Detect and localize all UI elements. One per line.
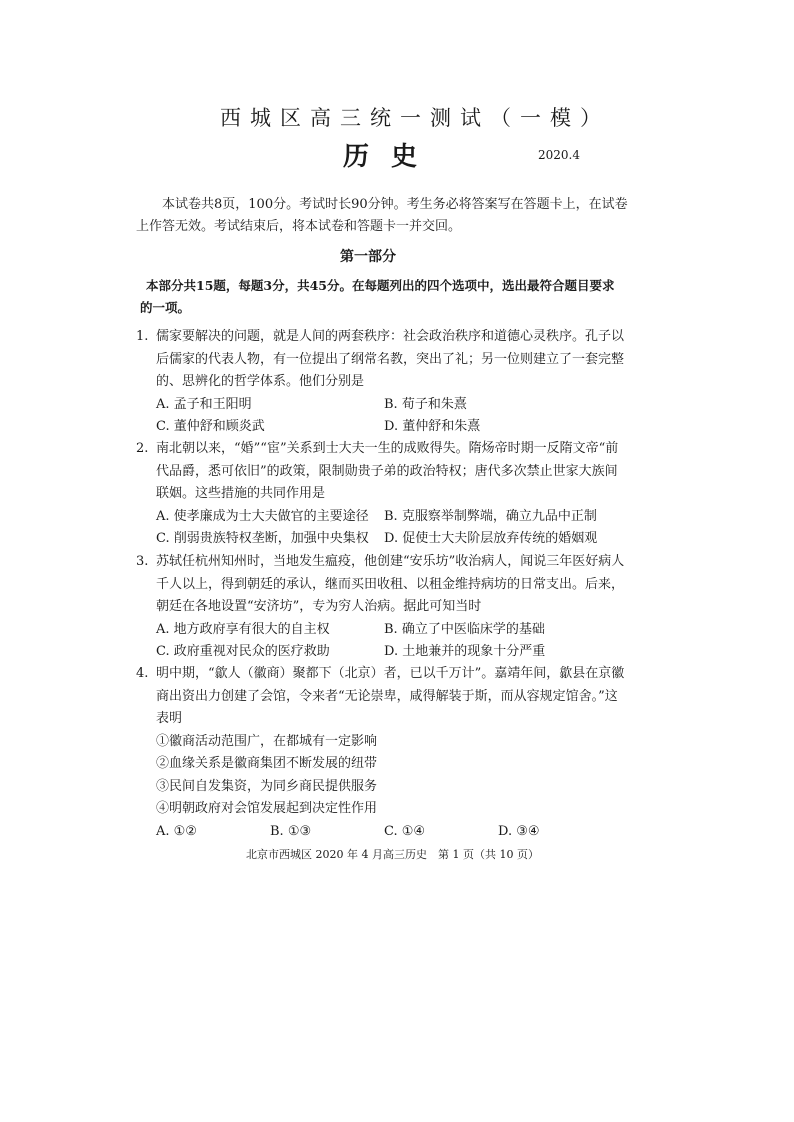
option-b[interactable]: B. 荀子和朱熹 [384, 396, 467, 412]
question-1 [136, 326, 628, 439]
exam-instructions: 本试卷共8页，100分。考试时长90分钟。考生务必将答案写在答题卡上，在试卷上作答无效。考试结束后，将本试卷和答题卡一并交回。 [136, 197, 628, 234]
option-d[interactable]: D. 董仲舒和朱熹 [384, 419, 481, 434]
option-c[interactable]: C. 董仲舒和顾炎武 [156, 419, 265, 434]
statement-1: ①徽商活动范围广，在都城有一定影响 [156, 733, 378, 749]
question-number: 4. [136, 666, 149, 681]
question-number: 2. [136, 441, 149, 456]
question-2 [136, 438, 628, 551]
option-c[interactable]: C. 政府重视对民众的医疗救助 [156, 644, 330, 659]
question-text: 儒家要解决的问题，就是人间的两套秩序：社会政治秩序和道德心灵秩序。孔子以后儒家的代表人物，有一位提出了纲常名教，突出了礼；另一位则建立了一套完整的、思辨化的哲学体系。他们分别是 [156, 329, 625, 389]
question-text: 南北朝以来，“婚”“宦”关系到士大夫一生的成败得失。隋炀帝时期一反隋文帝“前代品爵，悉可依旧”的政策，限制勋贵子弟的政治特权；唐代多次禁止世家大族间联姻。这些措施的共同作用是 [156, 441, 619, 501]
option-b[interactable]: B. 克服察举制弊端，确立九品中正制 [384, 508, 597, 524]
exam-date: 2020.4 [538, 148, 580, 162]
subject-title: 历史 [343, 142, 440, 172]
option-a[interactable]: A. 地方政府享有很大的自主权 [156, 621, 330, 637]
page-footer: 北京市西城区 2020 年 4 月高三历史 第 1 页（共 10 页） [246, 848, 539, 861]
option-c[interactable]: C. 削弱贵族特权垄断，加强中央集权 [156, 531, 369, 546]
question-stem [136, 551, 628, 619]
question-4 [136, 663, 628, 843]
option-a[interactable]: A. 孟子和王阳明 [156, 396, 252, 412]
option-d[interactable]: D. ③④ [498, 823, 540, 839]
option-b[interactable]: B. 确立了中医临床学的基础 [384, 621, 545, 637]
question-number: 1. [136, 329, 149, 344]
question-stem [136, 326, 628, 394]
question-number: 3. [136, 554, 149, 569]
option-a[interactable]: A. ①② [156, 823, 197, 839]
question-stem [136, 663, 628, 731]
options-group [136, 506, 628, 551]
statement-3: ③民间自发集资，为同乡商民提供服务 [156, 778, 378, 794]
statement-2: ②血缘关系是徽商集团不断发展的纽带 [156, 756, 378, 771]
question-text: 明中期，“歙人（徽商）聚都下（北京）者，已以千万计”。嘉靖年间，歙县在京徽商出资出力创建了会馆，令来者“无论崇卑，咸得解装于斯，而从容规定馆舍。”这表明 [156, 666, 625, 726]
question-3 [136, 551, 628, 664]
option-c[interactable]: C. ①④ [384, 823, 426, 839]
question-text: 苏轼任杭州知州时，当地发生瘟疫，他创建“安乐坊”收治病人，闻说三年医好病人千人以上，得到朝廷的承认，继而买田收租、以租金维持病坊的日常支出。后来，朝廷在各地设置“安济坊”，专为穷人治病。据此可知当时 [156, 554, 625, 614]
document-title: 西城区高三统一测试（一模） [220, 106, 610, 130]
options-group [136, 394, 628, 439]
part-heading: 第一部分 [340, 249, 396, 265]
option-d[interactable]: D. 土地兼并的现象十分严重 [384, 644, 546, 659]
options-group [136, 821, 628, 844]
statement-4: ④明朝政府对会馆发展起到决定性作用 [156, 801, 378, 816]
option-d[interactable]: D. 促使士大夫阶层放弃传统的婚姻观 [384, 531, 598, 546]
question-stem [136, 438, 628, 506]
part-note: 本部分共15题，每题3分，共45分。在每题列出的四个选项中，选出最符合题目要求的一项。 [140, 278, 615, 315]
option-a[interactable]: A. 使孝廉成为士大夫做官的主要途径 [156, 508, 369, 524]
options-group [136, 619, 628, 664]
option-b[interactable]: B. ①③ [270, 823, 312, 839]
